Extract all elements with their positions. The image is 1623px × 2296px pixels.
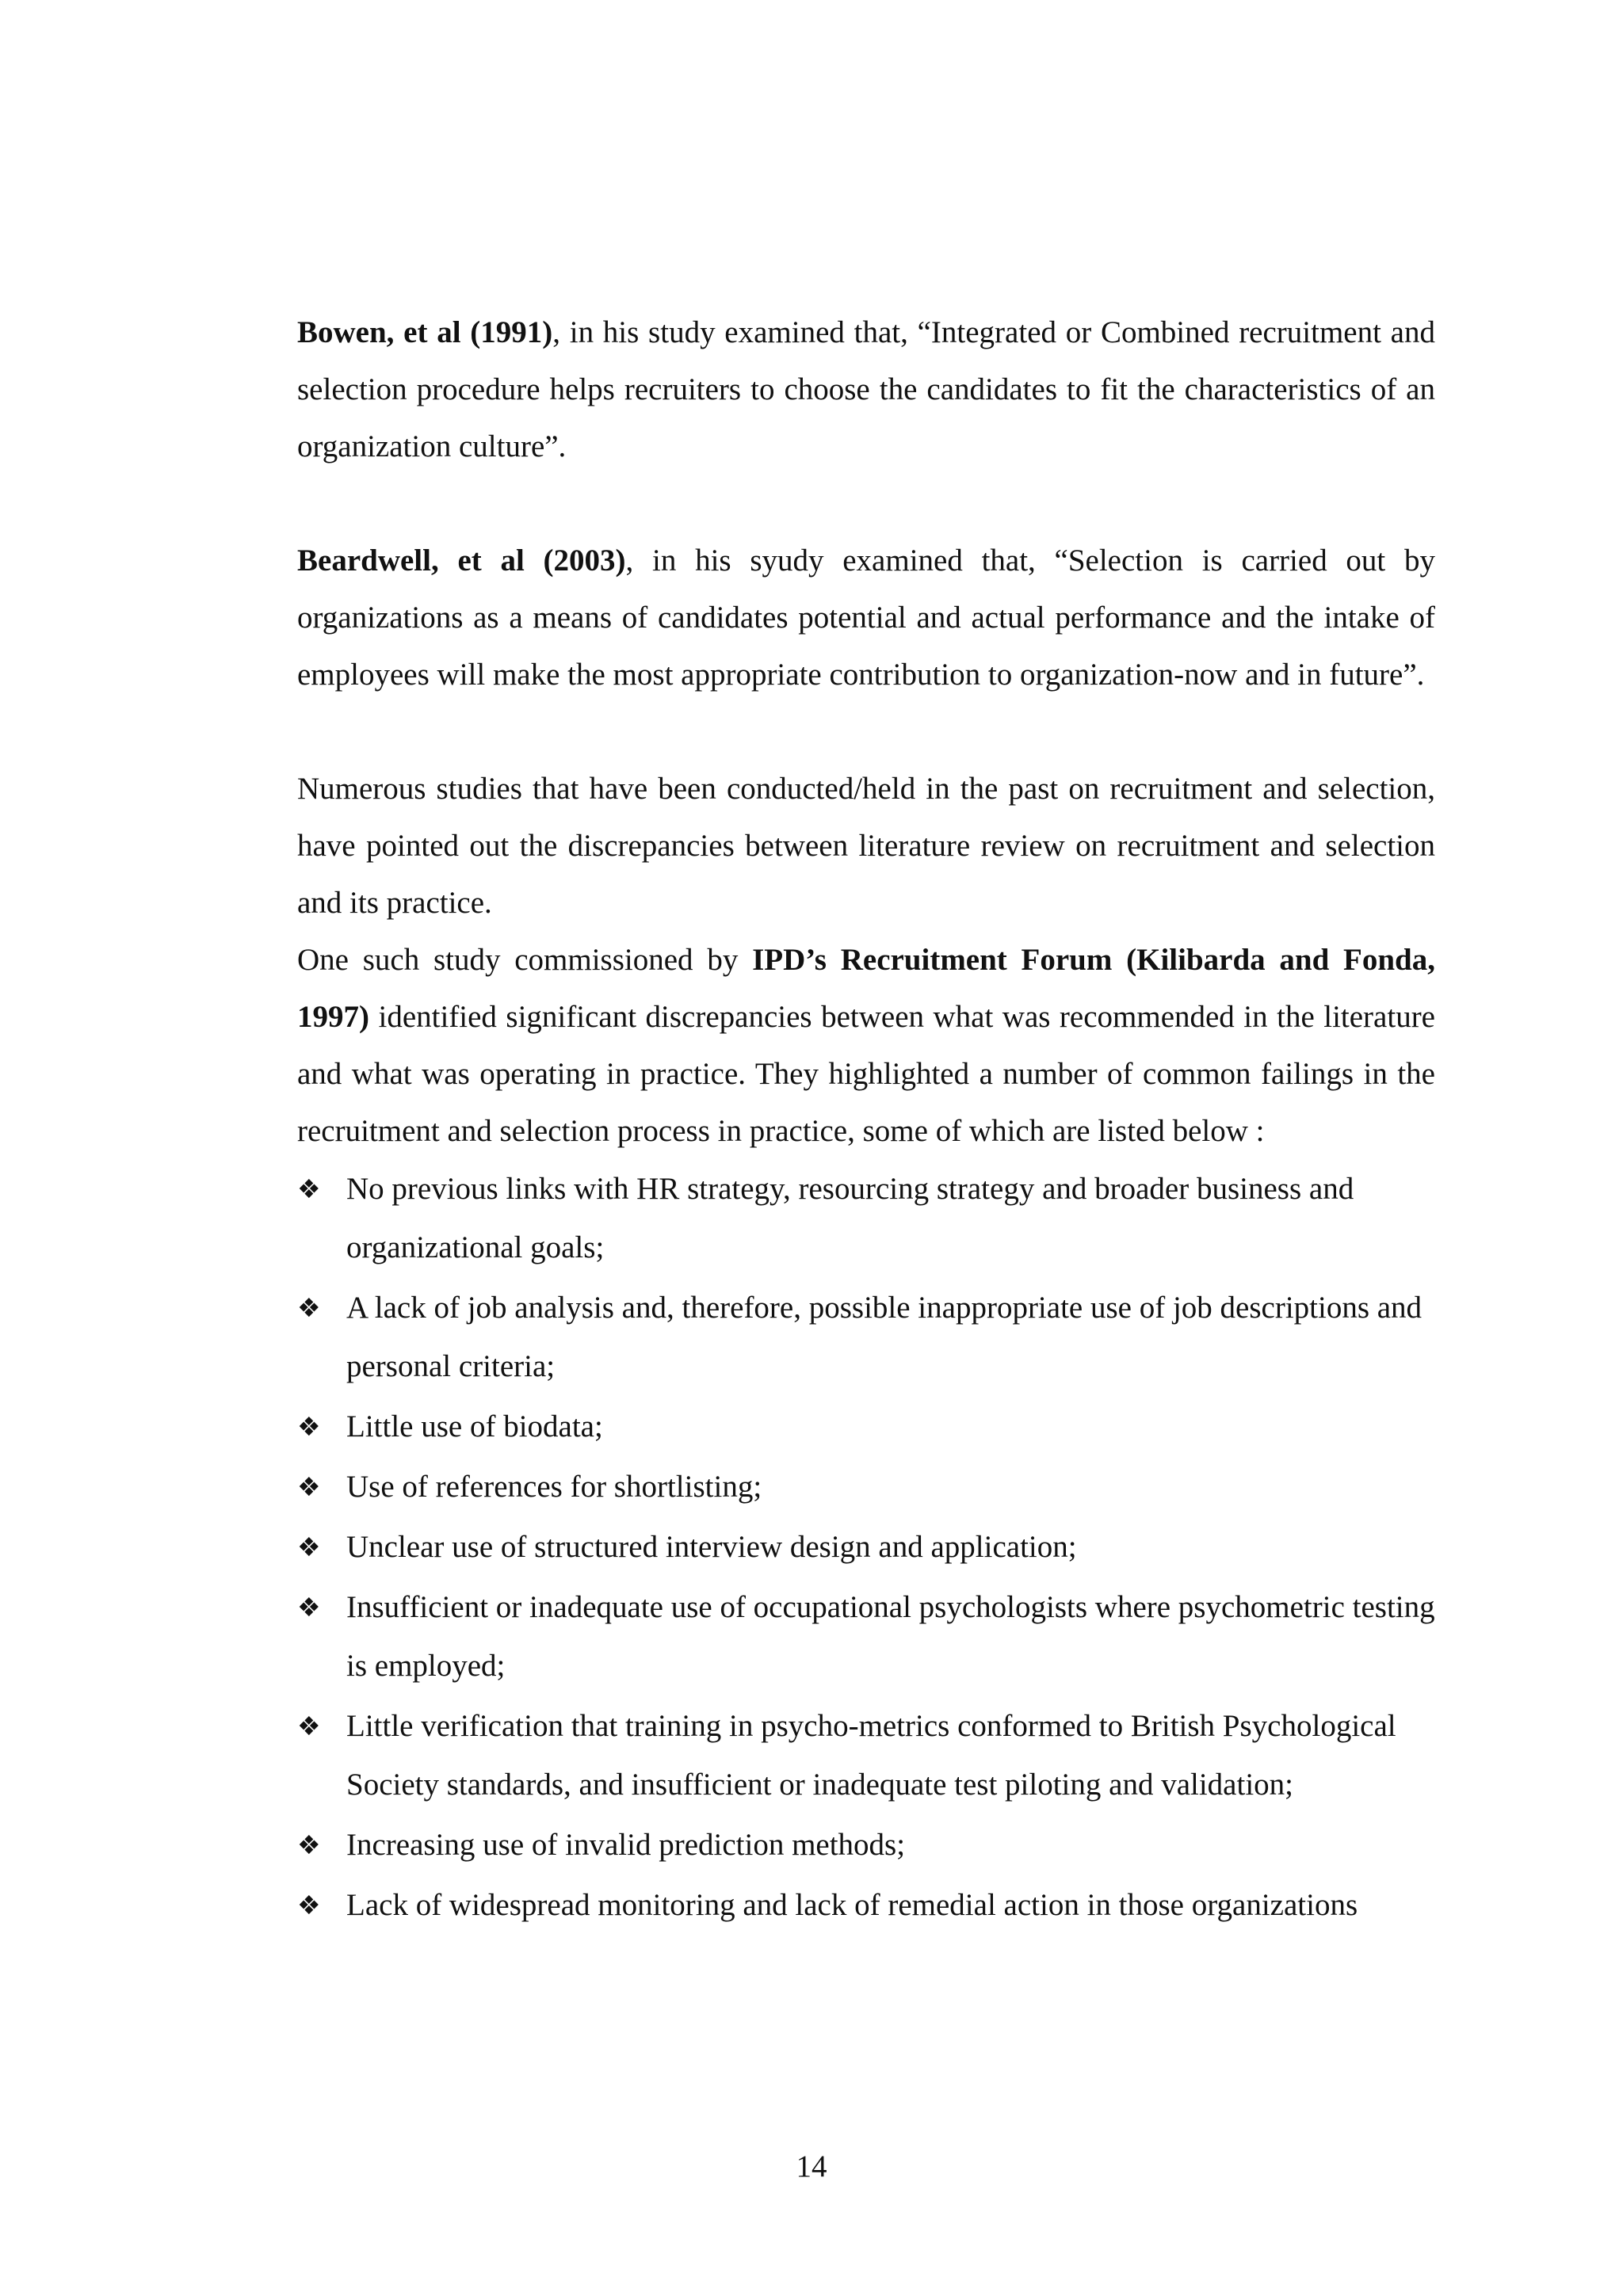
paragraph-numerous-studies: Numerous studies that have been conducted/held in the past on recruitment and selection, have pointed out the discrepancies between literature review on recruitment and selection and its practice.	[297, 772, 1435, 920]
list-item-text: Unclear use of structured interview design and application;	[346, 1530, 1077, 1564]
list-item-text: Increasing use of invalid prediction methods;	[346, 1828, 906, 1862]
paragraph-bowen-text: , in his study examined that, “Integrated or Combined recruitment and selection procedure helps recruiters to choose the candidates to fit the characteristics of an organization culture”.	[297, 315, 1435, 463]
diamond-bullet-icon: ❖	[297, 1592, 321, 1623]
list-item	[297, 1876, 1435, 1935]
list-item	[297, 1458, 1435, 1516]
list-item	[297, 1518, 1435, 1577]
list-item-text: No previous links with HR strategy, resourcing strategy and broader business and organizational goals;	[346, 1172, 1354, 1264]
page-number: 14	[796, 2149, 827, 2183]
paragraph-ipd-text: identified significant discrepancies between what was recommended in the literature and what was operating in practice. They highlighted a number of common failings in the recruitment and selection process in practice, some of which are listed below :	[297, 1000, 1435, 1148]
list-item	[297, 1578, 1435, 1695]
list-item-text: A lack of job analysis and, therefore, possible inappropriate use of job descriptions and personal criteria;	[346, 1291, 1423, 1383]
diamond-bullet-icon: ❖	[297, 1890, 321, 1920]
diamond-bullet-icon: ❖	[297, 1411, 321, 1442]
citation-ipd: IPD’s Recruitment Forum (Kilibarda and Fonda, 1997)	[297, 943, 1435, 1034]
citation-bowen: Bowen, et al (1991)	[297, 315, 553, 349]
list-item	[297, 1816, 1435, 1875]
diamond-bullet-icon: ❖	[297, 1471, 321, 1502]
paragraph-beardwell-text: , in his syudy examined that, “Selection is carried out by organizations as a means of candidates potential and actual performance and the intake of employees will make the most appropriate contribution to organization-now and in future”.	[297, 543, 1435, 692]
list-item	[297, 1398, 1435, 1456]
paragraph-ipd-study	[297, 932, 1435, 1160]
paragraph-ipd-intro: One such study commissioned by	[297, 943, 753, 977]
diamond-bullet-icon: ❖	[297, 1292, 321, 1323]
page-content	[297, 304, 1435, 1936]
list-item	[297, 1697, 1435, 1814]
paragraph-bowen	[297, 304, 1435, 475]
paragraph-beardwell	[297, 532, 1435, 704]
list-item	[297, 1279, 1435, 1396]
failings-list	[297, 1160, 1435, 1935]
diamond-bullet-icon: ❖	[297, 1173, 321, 1204]
diamond-bullet-icon: ❖	[297, 1531, 321, 1562]
list-item-text: Little use of biodata;	[346, 1409, 603, 1444]
list-item-text: Lack of widespread monitoring and lack of remedial action in those organizations	[346, 1888, 1358, 1922]
list-item-text: Little verification that training in psycho-metrics conformed to British Psychological Society standards, and insufficient or inadequate test piloting and validation;	[346, 1709, 1396, 1802]
list-item-text: Insufficient or inadequate use of occupational psychologists where psychometric testing is employed;	[346, 1590, 1435, 1683]
diamond-bullet-icon: ❖	[297, 1711, 321, 1741]
paragraph-gap	[297, 475, 1435, 532]
list-item	[297, 1160, 1435, 1277]
paragraph-gap	[297, 704, 1435, 761]
diamond-bullet-icon: ❖	[297, 1829, 321, 1860]
list-item-text: Use of references for shortlisting;	[346, 1470, 762, 1504]
citation-beardwell: Beardwell, et al (2003)	[297, 543, 626, 578]
